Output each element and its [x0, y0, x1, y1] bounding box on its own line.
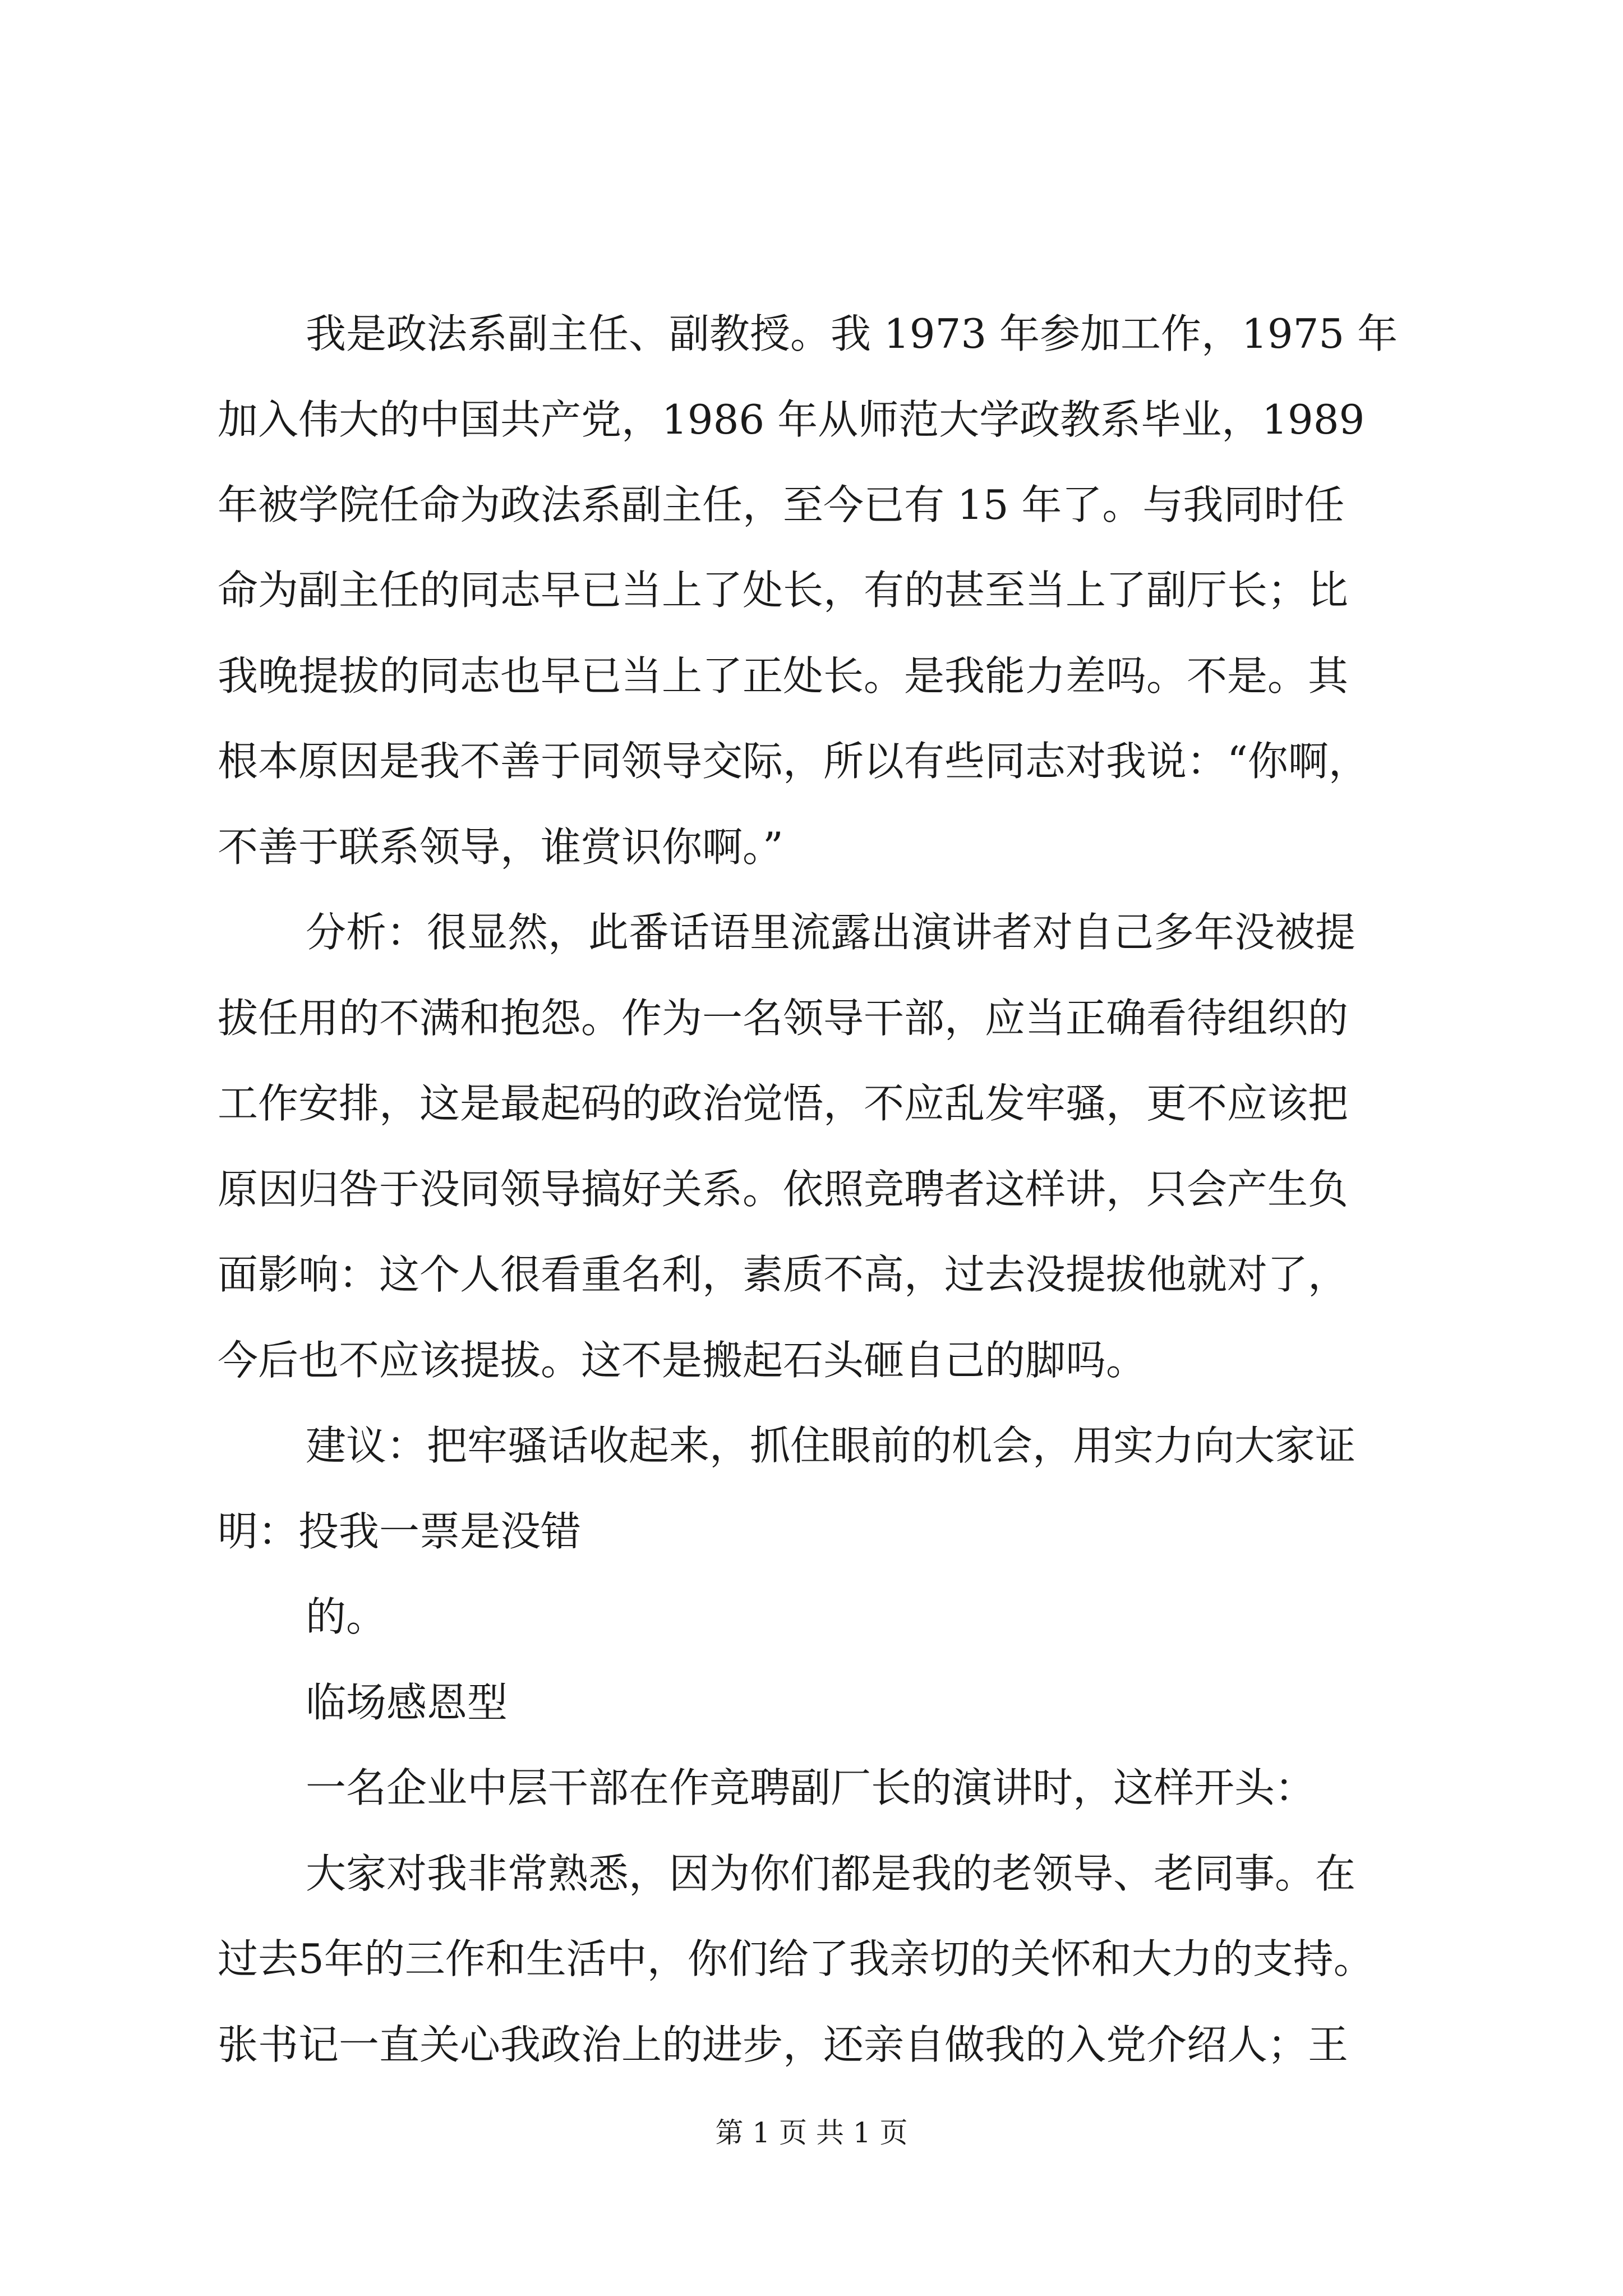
- paragraph-line: 一名企业中层干部在作竞聘副厂长的演讲时，这样开头：: [306, 1764, 1316, 1811]
- paragraph-line: 年被学院任命为政法系副主任，至今已有 15 年了。与我同时任: [218, 481, 1345, 528]
- paragraph-line: 加入伟大的中国共产党，1986 年从师范大学政教系毕业，1989: [218, 396, 1365, 443]
- paragraph-line: 命为副主任的同志早已当上了处长，有的甚至当上了副厅长；比: [218, 567, 1349, 614]
- paragraph-line: 工作安排，这是最起码的政治觉悟，不应乱发牢骚，更不应该把: [218, 1080, 1349, 1127]
- paragraph-line: 大家对我非常熟悉，因为你们都是我的老领导、老同事。在: [306, 1850, 1356, 1897]
- paragraph-line: 原因归咎于没同领导搞好关系。依照竞聘者这样讲，只会产生负: [218, 1166, 1349, 1213]
- paragraph-line: 建议：把牢骚话收起来，抓住眼前的机会，用实力向大家证: [306, 1422, 1356, 1469]
- paragraph-line: 今后也不应该提拔。这不是搬起石头砸自己的脚吗。: [218, 1337, 1147, 1384]
- paragraph-line: 过去5年的三作和生活中，你们给了我亲切的关怀和大力的支持。: [218, 1935, 1374, 1982]
- paragraph-line: 根本原因是我不善于同领导交际，所以有些同志对我说：“你啊，: [218, 738, 1369, 785]
- paragraph-line: 拔任用的不满和抱怨。作为一名领导干部，应当正确看待组织的: [218, 995, 1349, 1042]
- paragraph-line: 不善于联系领导，谁赏识你啊。”: [218, 823, 783, 871]
- section-heading: 临场感恩型: [306, 1679, 508, 1726]
- paragraph-line: 的。: [306, 1593, 387, 1640]
- paragraph-line: 我晚提拔的同志也早已当上了正处长。是我能力差吗。不是。其: [218, 652, 1349, 700]
- paragraph-line: 我是政法系副主任、副教授。我 1973 年参加工作，1975 年: [306, 310, 1398, 357]
- paragraph-line: 张书记一直关心我政治上的进步，还亲自做我的入党介绍人；王: [218, 2021, 1349, 2068]
- paragraph-line: 明：投我一票是没错: [218, 1508, 582, 1555]
- paragraph-line: 分析：很显然，此番话语里流露出演讲者对自己多年没被提: [306, 909, 1356, 956]
- paragraph-line: 面影响：这个人很看重名利，素质不高，过去没提拔他就对了，: [218, 1251, 1349, 1298]
- page-footer: 第 1 页 共 1 页: [715, 2116, 908, 2149]
